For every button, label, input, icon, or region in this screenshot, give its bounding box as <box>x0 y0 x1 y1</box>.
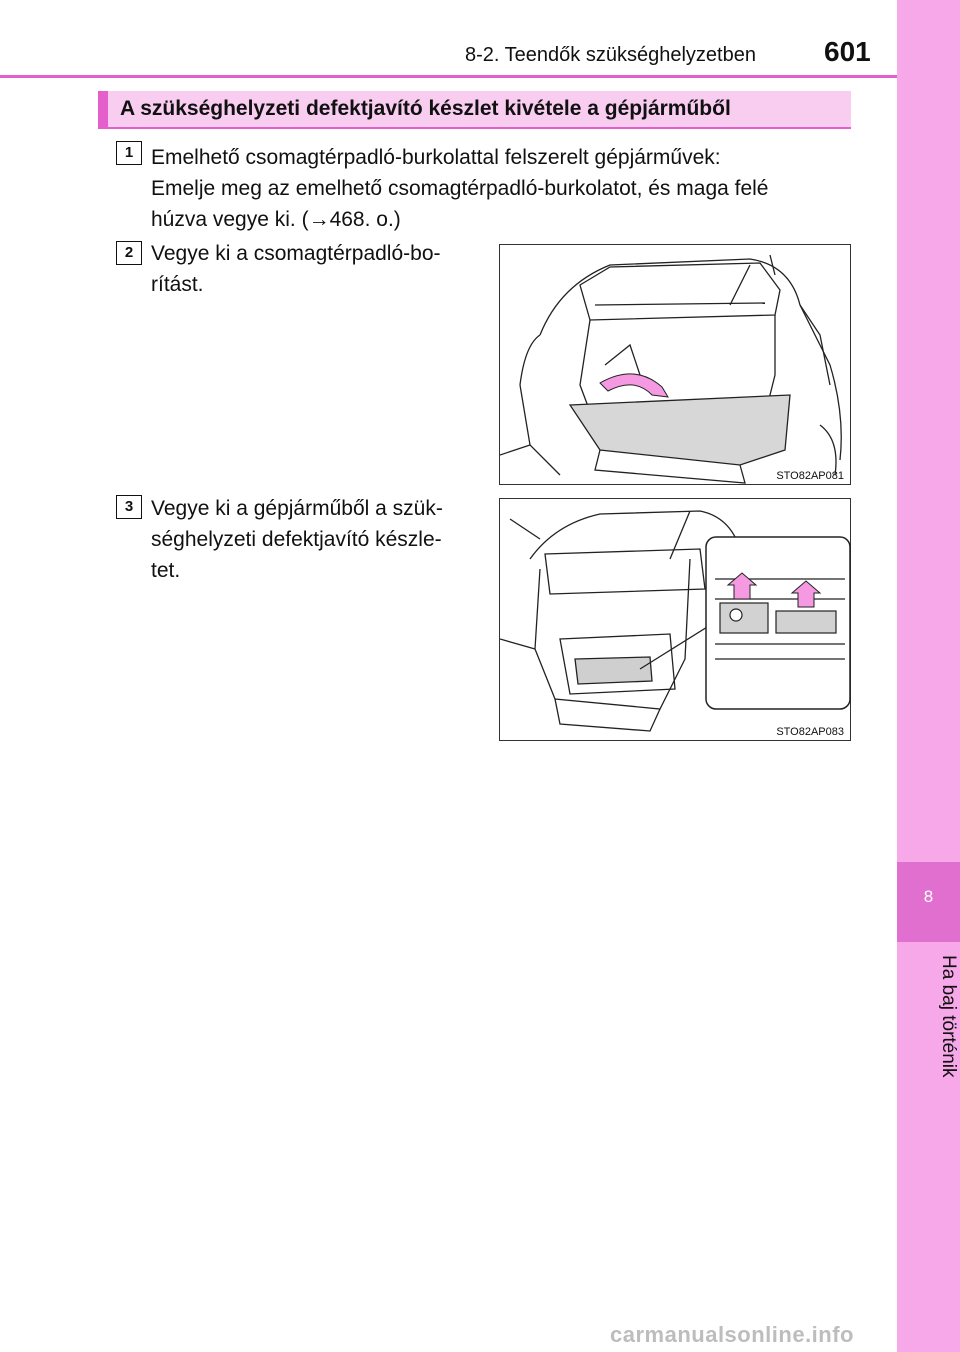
chapter-number: 8 <box>923 887 934 906</box>
step-1-line-1: Emelhető csomagtérpadló-burkolattal felszerelt gépjárművek: <box>151 146 721 169</box>
chapter-side-tab <box>897 0 960 1352</box>
step-2-line-1: Vegye ki a csomagtérpadló-bo- <box>151 242 441 265</box>
step-3-line-2: séghelyzeti defektjavító készle- <box>151 528 442 551</box>
page-number: 601 <box>824 36 871 67</box>
step-2-line-2: rítást. <box>151 273 204 296</box>
figure-caption: STO82AP083 <box>776 726 844 738</box>
step-1-line-2: Emelje meg az emelhető csomagtérpadló-burkolatot, és maga felé <box>151 177 769 200</box>
step-3-line-3: tet. <box>151 559 181 582</box>
watermark: carmanualsonline.info <box>610 1322 854 1347</box>
trunk-floor-illustration <box>500 245 852 486</box>
step-number-2: 2 <box>116 241 142 265</box>
step-number-1: 1 <box>116 141 142 165</box>
repair-kit-illustration <box>500 499 852 742</box>
chapter-label: Ha baj történik <box>938 955 959 1078</box>
section-title-bar <box>98 91 851 129</box>
step-number-3: 3 <box>116 495 142 519</box>
step-3-line-1: Vegye ki a gépjárműből a szük- <box>151 497 443 520</box>
step-3-text <box>151 493 481 586</box>
header-divider <box>0 75 897 78</box>
section-title: A szükséghelyzeti defektjavító készlet kivétele a gépjárműből <box>120 97 731 120</box>
chapter-number-box <box>897 862 960 942</box>
step-1-text <box>151 142 871 235</box>
header-section-title: 8-2. Teendők szükséghelyzetben <box>465 44 756 66</box>
figure-remove-repair-kit <box>499 498 851 741</box>
figure-caption: STO82AP081 <box>776 470 844 482</box>
step-1-line-3: húzva vegye ki. (→468. o.) <box>151 208 401 231</box>
figure-remove-floor-cover <box>499 244 851 485</box>
step-2-text <box>151 238 481 300</box>
